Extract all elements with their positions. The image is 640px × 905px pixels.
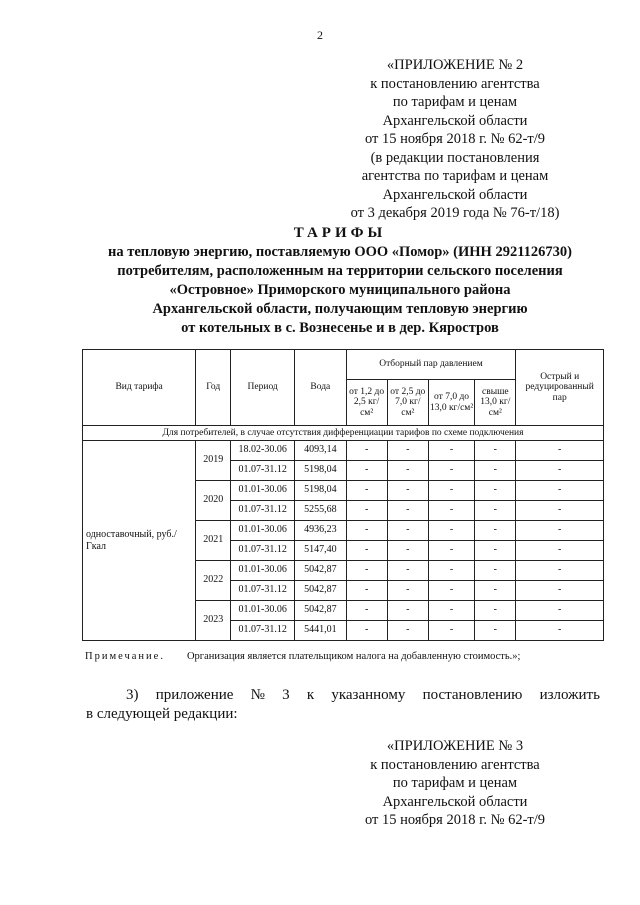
appendix-line: «ПРИЛОЖЕНИЕ № 3 — [386, 738, 524, 754]
dash-cell: - — [475, 541, 516, 561]
dash-cell: - — [516, 541, 604, 561]
appendix-line: от 15 ноября 2018 г. № 62-т/9 — [364, 812, 546, 828]
dash-cell: - — [475, 441, 516, 461]
note-text: Организация является плательщиком налога на добавленную стоимость.»; — [186, 651, 521, 662]
dash-cell: - — [516, 441, 604, 461]
appendix-line: к постановлению агентства — [370, 756, 540, 773]
dash-cell: - — [387, 461, 428, 481]
year-cell: 2019 — [196, 441, 231, 481]
appendix-line: по тарифам и ценам — [392, 94, 518, 110]
header-period: Период — [231, 350, 295, 426]
dash-cell: - — [475, 581, 516, 601]
dash-cell: - — [516, 601, 604, 621]
item-3-word: 3 — [282, 687, 290, 703]
table-row — [83, 441, 604, 461]
appendix-line: Архангельской области — [382, 793, 528, 810]
group-label: Для потребителей, в случае отсутствия дифференциации тарифов по схеме подключения — [83, 426, 604, 441]
appendix-line: к постановлению агентства — [370, 75, 540, 92]
dash-cell: - — [475, 461, 516, 481]
item-3-paragraph — [86, 686, 600, 724]
header-water: Вода — [295, 350, 346, 426]
dash-cell: - — [346, 521, 387, 541]
dash-cell: - — [475, 501, 516, 521]
dash-cell: - — [387, 501, 428, 521]
appendix-line: агентства по тарифам и ценам — [361, 168, 549, 184]
water-cell: 5042,87 — [295, 601, 346, 621]
item-3-word: указанному — [331, 687, 406, 703]
dash-cell: - — [387, 441, 428, 461]
dash-cell: - — [516, 621, 604, 641]
dash-cell: - — [428, 581, 474, 601]
header-sharp-steam: Острый и редуцированный пар — [516, 350, 604, 426]
dash-cell: - — [428, 461, 474, 481]
period-cell: 01.01-30.06 — [231, 481, 295, 501]
item-3-line-1 — [86, 686, 600, 705]
title-line: Архангельской области, получающим тепловую энергию — [152, 301, 528, 317]
period-cell: 18.02-30.06 — [231, 441, 295, 461]
tariffs-table — [82, 349, 604, 641]
appendix-line: (в редакции постановления — [370, 149, 540, 166]
dash-cell: - — [428, 621, 474, 641]
dash-cell: - — [516, 501, 604, 521]
dash-cell: - — [475, 481, 516, 501]
water-cell: 5042,87 — [295, 581, 346, 601]
water-cell: 5198,04 — [295, 481, 346, 501]
dash-cell: - — [516, 581, 604, 601]
period-cell: 01.07-31.12 — [231, 541, 295, 561]
period-cell: 01.07-31.12 — [231, 621, 295, 641]
dash-cell: - — [387, 561, 428, 581]
water-cell: 5147,40 — [295, 541, 346, 561]
dash-cell: - — [475, 601, 516, 621]
page-number: 2 — [317, 28, 323, 42]
header-pressure-2: от 2,5 до 7,0 кг/см² — [387, 380, 428, 426]
dash-cell: - — [475, 521, 516, 541]
dash-cell: - — [516, 561, 604, 581]
title-line: «Островное» Приморского муниципального района — [169, 282, 511, 298]
dash-cell: - — [387, 481, 428, 501]
dash-cell: - — [346, 581, 387, 601]
note — [85, 651, 520, 662]
year-cell: 2020 — [196, 481, 231, 521]
appendix-line: Архангельской области — [382, 112, 528, 129]
dash-cell: - — [346, 501, 387, 521]
dash-cell: - — [428, 521, 474, 541]
dash-cell: - — [387, 521, 428, 541]
year-cell: 2023 — [196, 601, 231, 641]
dash-cell: - — [346, 601, 387, 621]
dash-cell: - — [346, 541, 387, 561]
header-year: Год — [196, 350, 231, 426]
appendix-line: Архангельской области — [382, 186, 528, 203]
appendix-line: «ПРИЛОЖЕНИЕ № 2 — [386, 57, 524, 73]
dash-cell: - — [387, 581, 428, 601]
header-pressure-1: от 1,2 до 2,5 кг/см² — [346, 380, 387, 426]
water-cell: 4093,14 — [295, 441, 346, 461]
appendix-3-header — [300, 737, 610, 830]
dash-cell: - — [387, 541, 428, 561]
header-selected-steam: Отборный пар давлением — [346, 350, 516, 380]
dash-cell: - — [346, 461, 387, 481]
period-cell: 01.07-31.12 — [231, 501, 295, 521]
item-3-word: к — [306, 687, 315, 703]
title-line: потребителям, расположенным на территории сельского поселения — [117, 263, 563, 279]
period-cell: 01.07-31.12 — [231, 461, 295, 481]
item-3-word: изложить — [539, 687, 600, 703]
header-pressure-4: свыше 13,0 кг/см² — [475, 380, 516, 426]
dash-cell: - — [387, 621, 428, 641]
item-3-word: 3) — [126, 687, 139, 703]
item-3-word: постановлению — [422, 687, 523, 703]
item-3-line-2: в следующей редакции: — [86, 706, 238, 722]
year-cell: 2022 — [196, 561, 231, 601]
water-cell: 5042,87 — [295, 561, 346, 581]
period-cell: 01.01-30.06 — [231, 561, 295, 581]
dash-cell: - — [516, 461, 604, 481]
appendix-line: от 3 декабря 2019 года № 76-т/18) — [350, 205, 560, 221]
dash-cell: - — [346, 441, 387, 461]
dash-cell: - — [346, 621, 387, 641]
dash-cell: - — [428, 601, 474, 621]
dash-cell: - — [475, 621, 516, 641]
period-cell: 01.07-31.12 — [231, 581, 295, 601]
water-cell: 5255,68 — [295, 501, 346, 521]
dash-cell: - — [428, 561, 474, 581]
appendix-line: по тарифам и ценам — [392, 775, 518, 791]
water-cell: 5198,04 — [295, 461, 346, 481]
dash-cell: - — [428, 481, 474, 501]
tariff-type-cell: одноставочный, руб./Гкал — [83, 441, 196, 641]
period-cell: 01.01-30.06 — [231, 601, 295, 621]
dash-cell: - — [428, 441, 474, 461]
dash-cell: - — [428, 541, 474, 561]
year-cell: 2021 — [196, 521, 231, 561]
appendix-line: от 15 ноября 2018 г. № 62-т/9 — [364, 131, 546, 147]
header-pressure-3: от 7,0 до 13,0 кг/см² — [428, 380, 474, 426]
document-title — [60, 224, 620, 338]
dash-cell: - — [516, 481, 604, 501]
water-cell: 4936,23 — [295, 521, 346, 541]
title-heading: ТАРИФЫ — [293, 225, 387, 241]
item-3-word: № — [250, 687, 265, 703]
dash-cell: - — [346, 481, 387, 501]
dash-cell: - — [346, 561, 387, 581]
appendix-2-header — [300, 56, 610, 223]
header-tariff-type: Вид тарифа — [83, 350, 196, 426]
title-line: от котельных в с. Вознесенье и в дер. Кяростров — [181, 320, 499, 336]
dash-cell: - — [387, 601, 428, 621]
period-cell: 01.01-30.06 — [231, 521, 295, 541]
item-3-word: приложение — [155, 687, 234, 703]
dash-cell: - — [516, 521, 604, 541]
note-label: Примечание. — [85, 651, 165, 662]
water-cell: 5441,01 — [295, 621, 346, 641]
dash-cell: - — [428, 501, 474, 521]
title-line: на тепловую энергию, поставляемую ООО «Помор» (ИНН 2921126730) — [108, 244, 572, 260]
dash-cell: - — [475, 561, 516, 581]
